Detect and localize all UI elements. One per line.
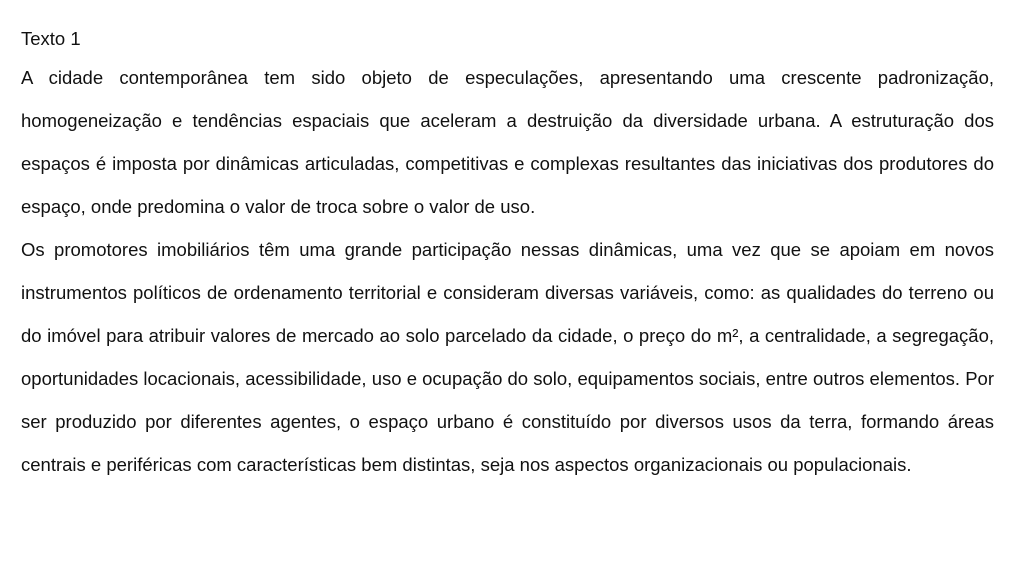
paragraph-1: A cidade contemporânea tem sido objeto de especulações, apresentando uma crescente padronização, homogeneização e tendências espaciais que aceleram a destruição da diversidade urbana. A estruturação dos espaços é imposta por dinâmicas articuladas, competitivas e complexas resultantes das iniciativas dos produtores do espaço, onde predomina o valor de troca sobre o valor de uso. <box>21 67 994 217</box>
text-title: Texto 1 <box>21 28 81 49</box>
paragraph-2: Os promotores imobiliários têm uma grande participação nessas dinâmicas, uma vez que se apoiam em novos instrumentos políticos de ordenamento territorial e consideram diversas variáveis, como: as qualidades do terreno ou do imóvel para atribuir valores de mercado ao solo parcelado da cidade, o preço do m², a centralidade, a segregação, oportunidades locacionais, acessibilidade, uso e ocupação do solo, equipamentos sociais, entre outros elementos. Por ser produzido por diferentes agentes, o espaço urbano é constituído por diversos usos da terra, formando áreas centrais e periféricas com características bem distintas, seja nos aspectos organizacionais ou populacionais. <box>21 239 994 475</box>
document-body <box>21 22 994 486</box>
